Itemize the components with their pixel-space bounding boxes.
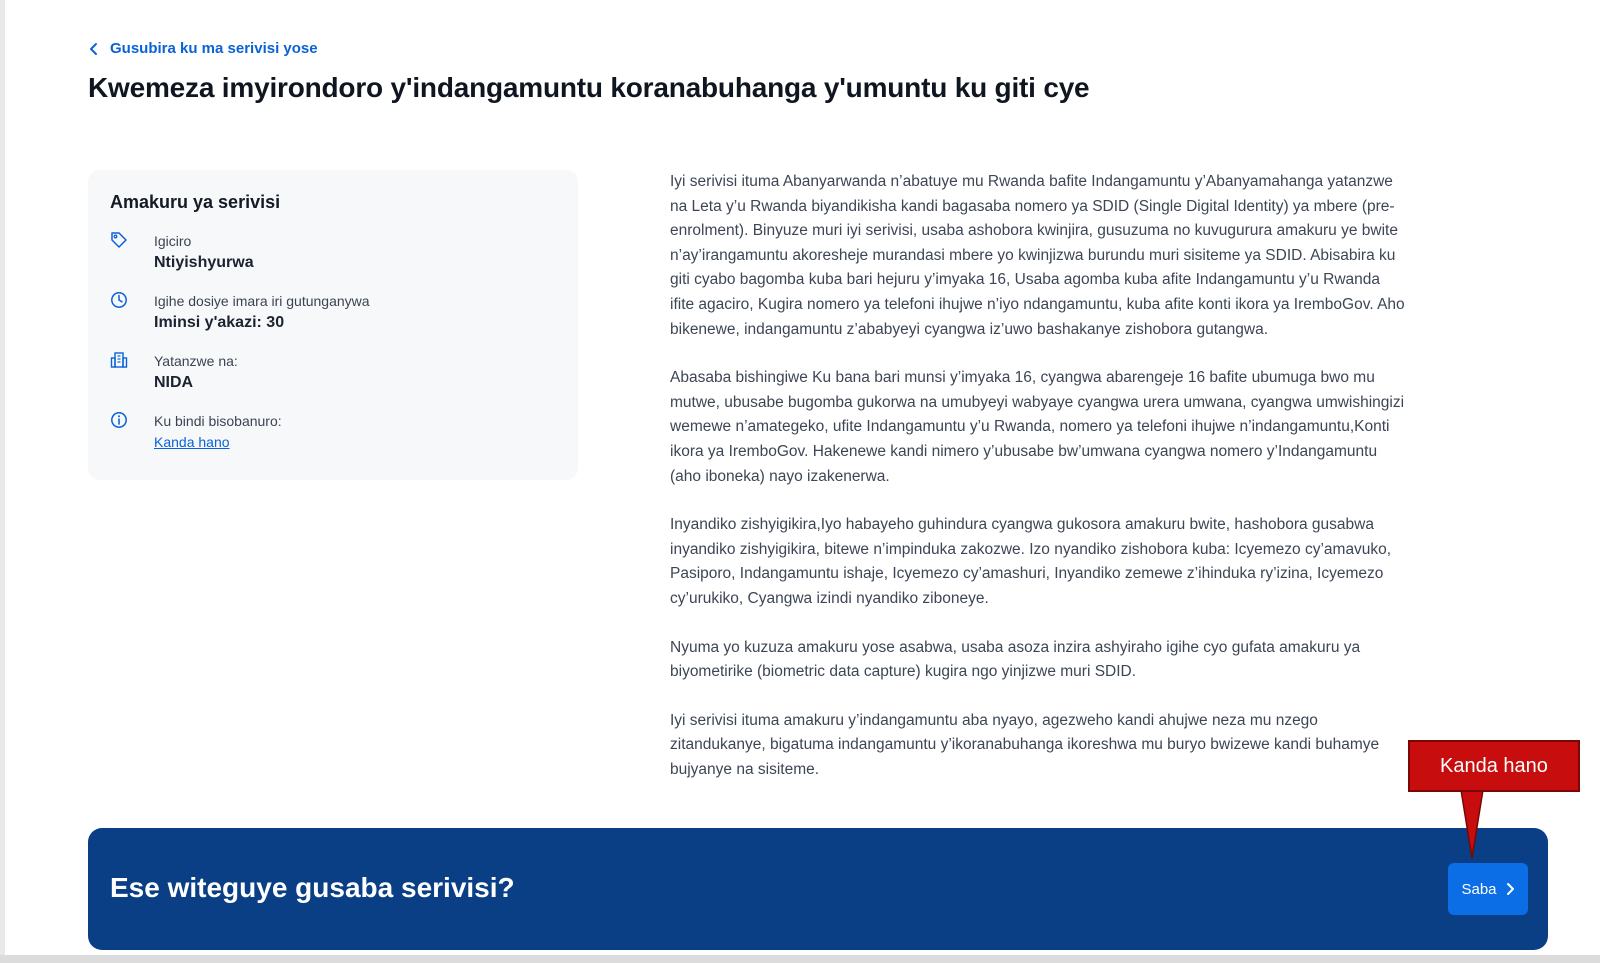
apply-banner-text: Ese witeguye gusaba serivisi? (110, 872, 515, 903)
duration-value: Iminsi y'akazi: 30 (154, 314, 285, 331)
price-value: Ntiyishyurwa (154, 254, 254, 271)
description-paragraph-1: Iyi serivisi ituma Abanyarwanda n’abatuye mu Rwanda bafite Indangamuntu y’Abanyamahanga yatanzwe na Leta y’u Rwanda biyandikisha kandi bagasaba nomero ya SDID (Single Digital Identity) ya mbere (pre-enrolment). Binyuze muri iyi serivisi, usaba ashobora kwinjira, gusuzuma no kuvugurura amakuru ye bwite n’ay’irangamuntu akoresheje murandasi mbere yo kwinjizwa burundu muri sisiteme ya SDID. Abisabira ku giti cyabo bagomba kuba bari hejuru y’imyaka 16, Usaba agomba kuba afite Indangamuntu y’u Rwanda ifite agaciro, Kugira nomero ya telefoni ihujwe n’iyo ndangamuntu, kuba afite konti ikora ya IremboGov. Aho bikenewe, indangamuntu z’ababyeyi cyangwa iz’uwo bashakanye zishobora gutangwa. (670, 173, 1405, 338)
tag-icon (110, 231, 128, 249)
price-label: Igiciro (154, 233, 192, 249)
more-info-label: Ku bindi bisobanuro: (154, 413, 282, 429)
description-paragraph-3: Inyandiko zishyigikira,Iyo habayeho guhindura cyangwa gukosora amakuru bwite, hashobora gusabwa inyandiko zishyigikira, bitewe n’impinduka zakozwe. Izo nyandiko zishobora kuba: Icyemezo cy’amavuko, Pasiporo, Indangamuntu ishaje, Icyemezo cy’amashuri, Inyandiko zemewe z’ihinduka ry’izina, Icyemezo cy’urukiko, Cyangwa izindi nyandiko ziboneye. (670, 516, 1392, 607)
apply-button-label: Saba (1461, 880, 1497, 898)
description-paragraph-4: Nyuma yo kuzuza amakuru yose asabwa, usaba asoza inzira ashyiraho igihe cyo gufata amakuru ya biyometirike (biometric data capture) kugira ngo yinjizwe muri SDID. (670, 638, 1361, 681)
service-description (670, 170, 1405, 806)
description-paragraph-2: Abasaba bishingiwe Ku bana bari munsi y’imyaka 16, cyangwa abarengeje 16 bafite ubumuga bwo mu mutwe, ubusabe bugomba gukorwa na umubyeyi wabyaye cyangwa urera umwana, cyangwa umwishingizi wemewe n’amategeko, ufite Indangamuntu y’u Rwanda, nomero ya telefoni ihujwe n’indangamuntu,Konti ikora ya IremboGov. Hakenewe kandi nimero y’ubusabe bw’umwana cyangwa nomero y’Indangamuntu (aho iboneka) nayo izakenerwa. (670, 369, 1405, 485)
annotation-callout-label: Kanda hano (1440, 754, 1548, 777)
info-row-more-info (110, 411, 556, 453)
apply-button[interactable] (1448, 863, 1528, 915)
info-row-price (110, 231, 556, 275)
provider-value: NIDA (154, 374, 194, 391)
more-info-link[interactable]: Kanda hano (154, 434, 230, 450)
back-link-label: Gusubira ku ma serivisi yose (110, 40, 318, 57)
info-icon (110, 411, 128, 429)
back-link[interactable] (88, 40, 318, 57)
page (5, 0, 1600, 955)
page-title: Kwemeza imyirondoro y'indangamuntu koranabuhanga y'umuntu ku giti cye (88, 72, 1090, 103)
building-icon (110, 351, 128, 369)
chevron-right-icon (1505, 882, 1515, 896)
callout-pointer (1457, 790, 1487, 860)
apply-banner (88, 828, 1548, 950)
bottom-strip (0, 955, 1600, 963)
service-info-card (88, 170, 578, 480)
chevron-left-icon (88, 42, 100, 56)
info-row-duration (110, 291, 556, 335)
description-paragraph-5: Iyi serivisi ituma amakuru y’indangamuntu aba nyayo, agezweho kandi ahujwe neza mu nzego zitandukanye, bigatuma indangamuntu y’ikoranabuhanga ikoreshwa mu buryo bwizewe kandi buhamye bujyanye na sisiteme. (670, 711, 1380, 778)
provider-label: Yatanzwe na: (154, 353, 238, 369)
annotation-callout (1408, 740, 1580, 792)
info-row-provider (110, 351, 556, 395)
clock-icon (110, 291, 128, 309)
info-card-title: Amakuru ya serivisi (110, 192, 281, 212)
duration-label: Igihe dosiye imara iri gutunganywa (154, 293, 370, 309)
